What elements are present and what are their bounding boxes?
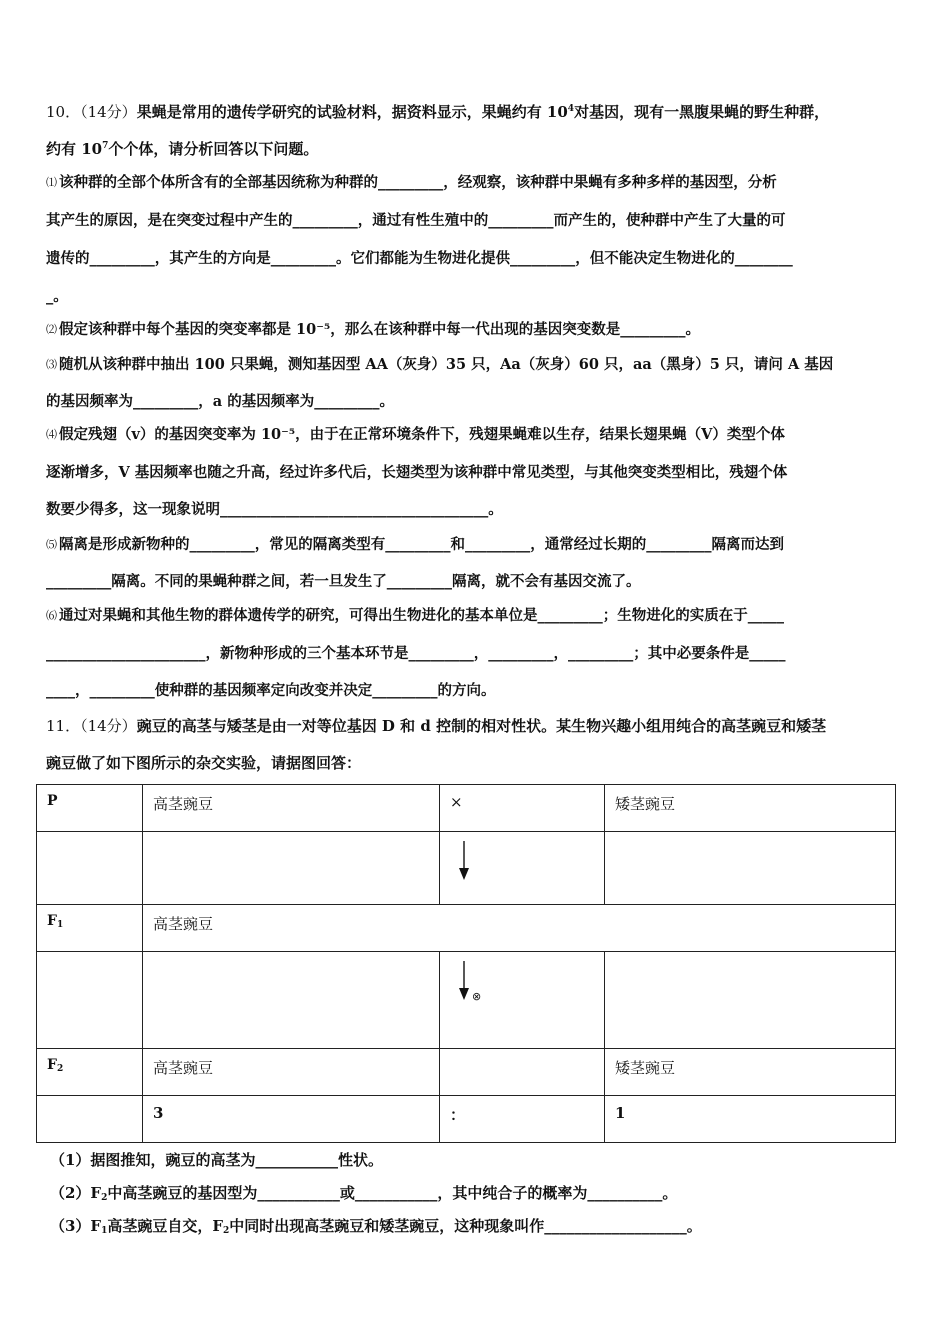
q10-sub4-line-1: ⑷ 假定残翅（v）的基因突变率为 10⁻⁵，由于在正常环境条件下，残翅果蝇难以生存，结果长翅果蝇（V）类型个体	[46, 426, 785, 443]
cross-diagram-table	[36, 784, 896, 1143]
selfing-arrow-icon	[458, 960, 498, 1004]
table-row-ratio	[37, 1096, 896, 1143]
q10-sub3-line-1: ⑶ 随机从该种群中抽出 100 只果蝇，测知基因型 AA（灰身）35 只，Aa（灰身）60 只，aa（黑身）5 只，请问 A 基因	[46, 356, 834, 373]
q10-sub2-line-1: ⑵ 假定该种群中每个基因的突变率都是 10⁻⁵，那么在该种群中每一代出现的基因突变数是_________。	[46, 321, 700, 338]
q10-sub1-line-4: _。	[46, 288, 68, 305]
f2-left-cell: 高茎豌豆	[143, 1049, 440, 1096]
q11-header: 11．（14分）	[46, 717, 137, 735]
q10-sub1-line-1: ⑴ 该种群的全部个体所含有的全部基因统称为种群的_________，经观察，该种群中果蝇有多种多样的基因型，分析	[46, 174, 777, 191]
cross-symbol: ×	[450, 793, 463, 811]
p-left-cell: 高茎豌豆	[143, 785, 440, 832]
selfing-symbol: ⊗	[472, 990, 482, 1003]
q10-sub1-line-3: 遗传的_________，其产生的方向是_________。它们都能为生物进化提供_________，但不能决定生物进化的________	[46, 250, 793, 267]
q10-sub6-mark: ⑹	[46, 609, 57, 622]
table-row-arrow-2	[37, 952, 896, 1049]
q10-sub4-line-3: 数要少得多，这一现象说明_____________________________________。	[46, 501, 503, 518]
q10-sub1-line-2: 其产生的原因，是在突变过程中产生的_________，通过有性生殖中的_________而产生的，使种群中产生了大量的可	[46, 212, 786, 229]
ratio-right-cell: 1	[605, 1096, 896, 1143]
p-right-cell: 矮茎豌豆	[605, 785, 896, 832]
f2-right-cell: 矮茎豌豆	[605, 1049, 896, 1096]
q10-header: 10．（14分）	[46, 103, 137, 121]
ratio-left-cell: 3	[143, 1096, 440, 1143]
f1-label-cell: $F_1$	[37, 905, 143, 952]
q11-line-1: 11．（14分）豌豆的高茎与矮茎是由一对等位基因 D 和 d 控制的相对性状。某生物兴趣小组用纯合的高茎豌豆和矮茎	[46, 717, 827, 735]
f1-value-cell: 高茎豌豆	[143, 905, 896, 952]
q10-sub4-line-2: 逐渐增多，V 基因频率也随之升高，经过许多代后，长翅类型为该种群中常见类型，与其他突变类型相比，残翅个体	[46, 464, 788, 481]
q11-sub3: $(3)F_1$高茎豌豆自交，$F_2$中同时出现高茎豌豆和矮茎豌豆，这种现象叫作___________________。	[50, 1217, 702, 1236]
q10-line-2: 约有 $10^7$个个体，请分析回答以下问题。	[46, 140, 319, 158]
arrow-cell-1	[440, 832, 605, 905]
q11-sub1: （1）据图推知，豌豆的高茎为___________性状。	[50, 1151, 383, 1169]
q10-sub4-mark: ⑷	[46, 428, 57, 441]
p-label-cell: P	[37, 785, 143, 832]
q10-sub6-line-3: ____，_________使种群的基因频率定向改变并决定_________的方向。	[46, 682, 496, 699]
q10-sub6-line-1: ⑹ 通过对果蝇和其他生物的群体遗传学的研究，可得出生物进化的基本单位是_________；生物进化的实质在于_____	[46, 607, 784, 624]
table-row-f2	[37, 1049, 896, 1096]
arrow-cell-2	[440, 952, 605, 1049]
ratio-sep-cell: ：	[440, 1096, 605, 1143]
table-row-f1	[37, 905, 896, 952]
q10-sub3-line-2: 的基因频率为_________，a 的基因频率为_________。	[46, 393, 394, 410]
q10-sub2-mark: ⑵	[46, 323, 57, 336]
q10-line-1: 10．（14分）果蝇是常用的遗传学研究的试验材料，据资料显示，果蝇约有 $10^4$对基因，现有一黑腹果蝇的野生种群，	[46, 103, 830, 121]
table-row-p	[37, 785, 896, 832]
q10-sub6-line-2: ______________________，新物种形成的三个基本环节是_________，_________，_________；其中必要条件是_____	[46, 645, 786, 662]
cross-symbol-cell	[440, 785, 605, 832]
q10-sub5-line-2: _________隔离。不同的果蝇种群之间，若一旦发生了_________隔离，就不会有基因交流了。	[46, 573, 641, 590]
table-row-arrow-1	[37, 832, 896, 905]
q11-line-2: 豌豆做了如下图所示的杂交实验，请据图回答：	[46, 754, 362, 772]
q10-sub5-line-1: ⑸ 隔离是形成新物种的_________，常见的隔离类型有_________和_________，通常经过长期的_________隔离而达到	[46, 536, 784, 553]
down-arrow-icon	[458, 840, 472, 880]
f2-label-cell: $F_2$	[37, 1049, 143, 1096]
q10-sub5-mark: ⑸	[46, 538, 57, 551]
q11-sub2: $(2)F_2$中高茎豌豆的基因型为___________或___________，其中纯合子的概率为__________。	[50, 1184, 678, 1203]
q10-sub3-mark: ⑶	[46, 358, 57, 371]
q10-sub1-mark: ⑴	[46, 176, 57, 189]
